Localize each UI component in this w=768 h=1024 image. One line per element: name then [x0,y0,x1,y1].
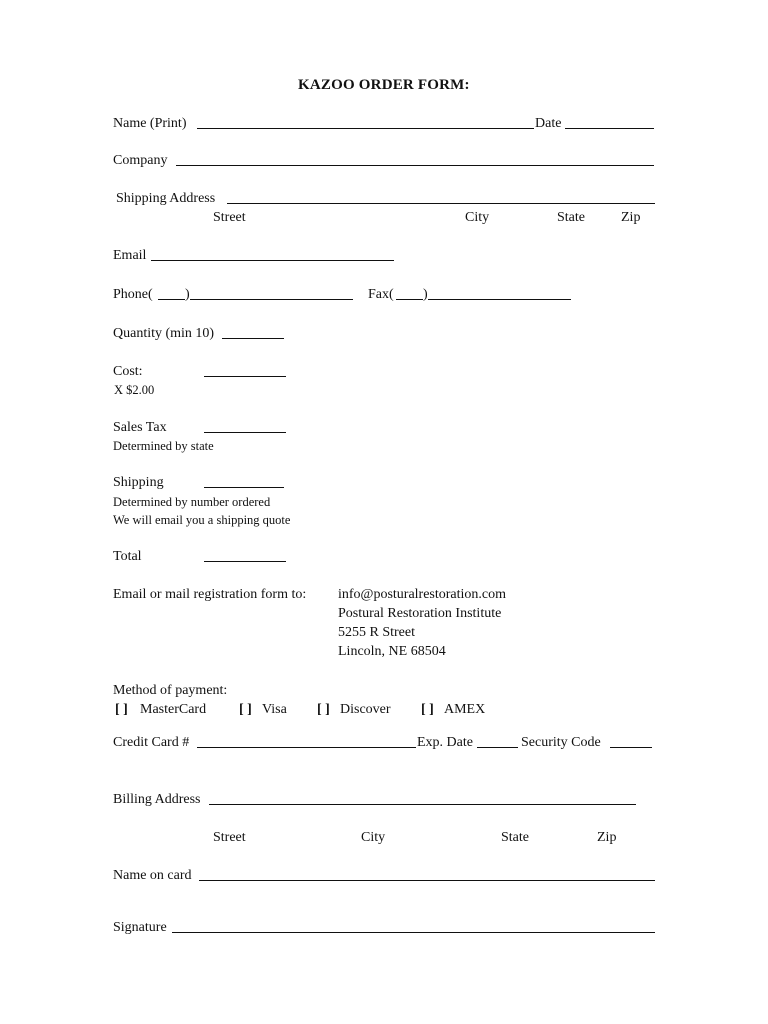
total-field[interactable] [204,561,286,562]
phone-number-field[interactable] [190,299,353,300]
signature-label: Signature [113,920,167,935]
exp-date-field[interactable] [477,747,518,748]
shipping-address-label: Shipping Address [116,191,216,206]
mail-to-org: Postural Restoration Institute [338,606,502,621]
email-field[interactable] [151,260,394,261]
security-code-label: Security Code [521,735,601,750]
shipping-street-label: Street [213,210,246,225]
shipping-note-1: Determined by number ordered [113,495,271,509]
exp-date-label: Exp. Date [417,735,473,750]
signature-field[interactable] [172,932,655,933]
form-title: KAZOO ORDER FORM: [298,77,470,93]
shipping-field[interactable] [204,487,284,488]
name-on-card-field[interactable] [199,880,655,881]
shipping-state-label: State [557,210,585,225]
fax-paren: ) [423,287,428,302]
visa-label: Visa [262,702,287,717]
shipping-city-label: City [465,210,490,225]
quantity-label: Quantity (min 10) [113,326,215,341]
visa-checkbox[interactable]: [ ] [239,702,252,717]
mail-to-email: info@posturalrestoration.com [338,587,507,602]
billing-zip-label: Zip [597,830,617,845]
company-field[interactable] [176,165,654,166]
sales-tax-note: Determined by state [113,439,214,453]
amex-label: AMEX [444,702,486,717]
mastercard-checkbox[interactable]: [ ] [115,702,128,717]
phone-paren: ) [185,287,190,302]
security-code-field[interactable] [610,747,652,748]
cost-label: Cost: [113,364,143,379]
mail-to-city: Lincoln, NE 68504 [338,644,446,659]
billing-address-label: Billing Address [113,792,201,807]
phone-label: Phone( [113,287,153,302]
billing-city-label: City [361,830,386,845]
discover-checkbox[interactable]: [ ] [317,702,330,717]
total-label: Total [113,549,142,564]
fax-number-field[interactable] [428,299,571,300]
shipping-address-field[interactable] [227,203,655,204]
sales-tax-label: Sales Tax [113,420,167,435]
mail-to-label: Email or mail registration form to: [113,587,307,602]
mail-to-street: 5255 R Street [338,625,415,640]
cost-field[interactable] [204,376,286,377]
fax-area-code-field[interactable] [396,299,423,300]
credit-card-field[interactable] [197,747,416,748]
shipping-label: Shipping [113,475,164,490]
shipping-zip-label: Zip [621,210,641,225]
credit-card-label: Credit Card # [113,735,190,750]
fax-label: Fax( [368,287,394,302]
date-field[interactable] [565,128,654,129]
company-label: Company [113,153,168,168]
mastercard-label: MasterCard [140,702,207,717]
email-label: Email [113,248,147,263]
cost-note: X $2.00 [114,383,155,397]
billing-state-label: State [501,830,529,845]
name-on-card-label: Name on card [113,868,192,883]
billing-street-label: Street [213,830,246,845]
phone-area-code-field[interactable] [158,299,185,300]
discover-label: Discover [340,702,391,717]
sales-tax-field[interactable] [204,432,286,433]
name-label: Name (Print) [113,116,187,131]
amex-checkbox[interactable]: [ ] [421,702,434,717]
payment-method-label: Method of payment: [113,683,228,698]
date-label: Date [535,116,562,131]
quantity-field[interactable] [222,338,284,339]
shipping-note-2: We will email you a shipping quote [113,513,291,527]
billing-address-field[interactable] [209,804,636,805]
name-field[interactable] [197,128,534,129]
